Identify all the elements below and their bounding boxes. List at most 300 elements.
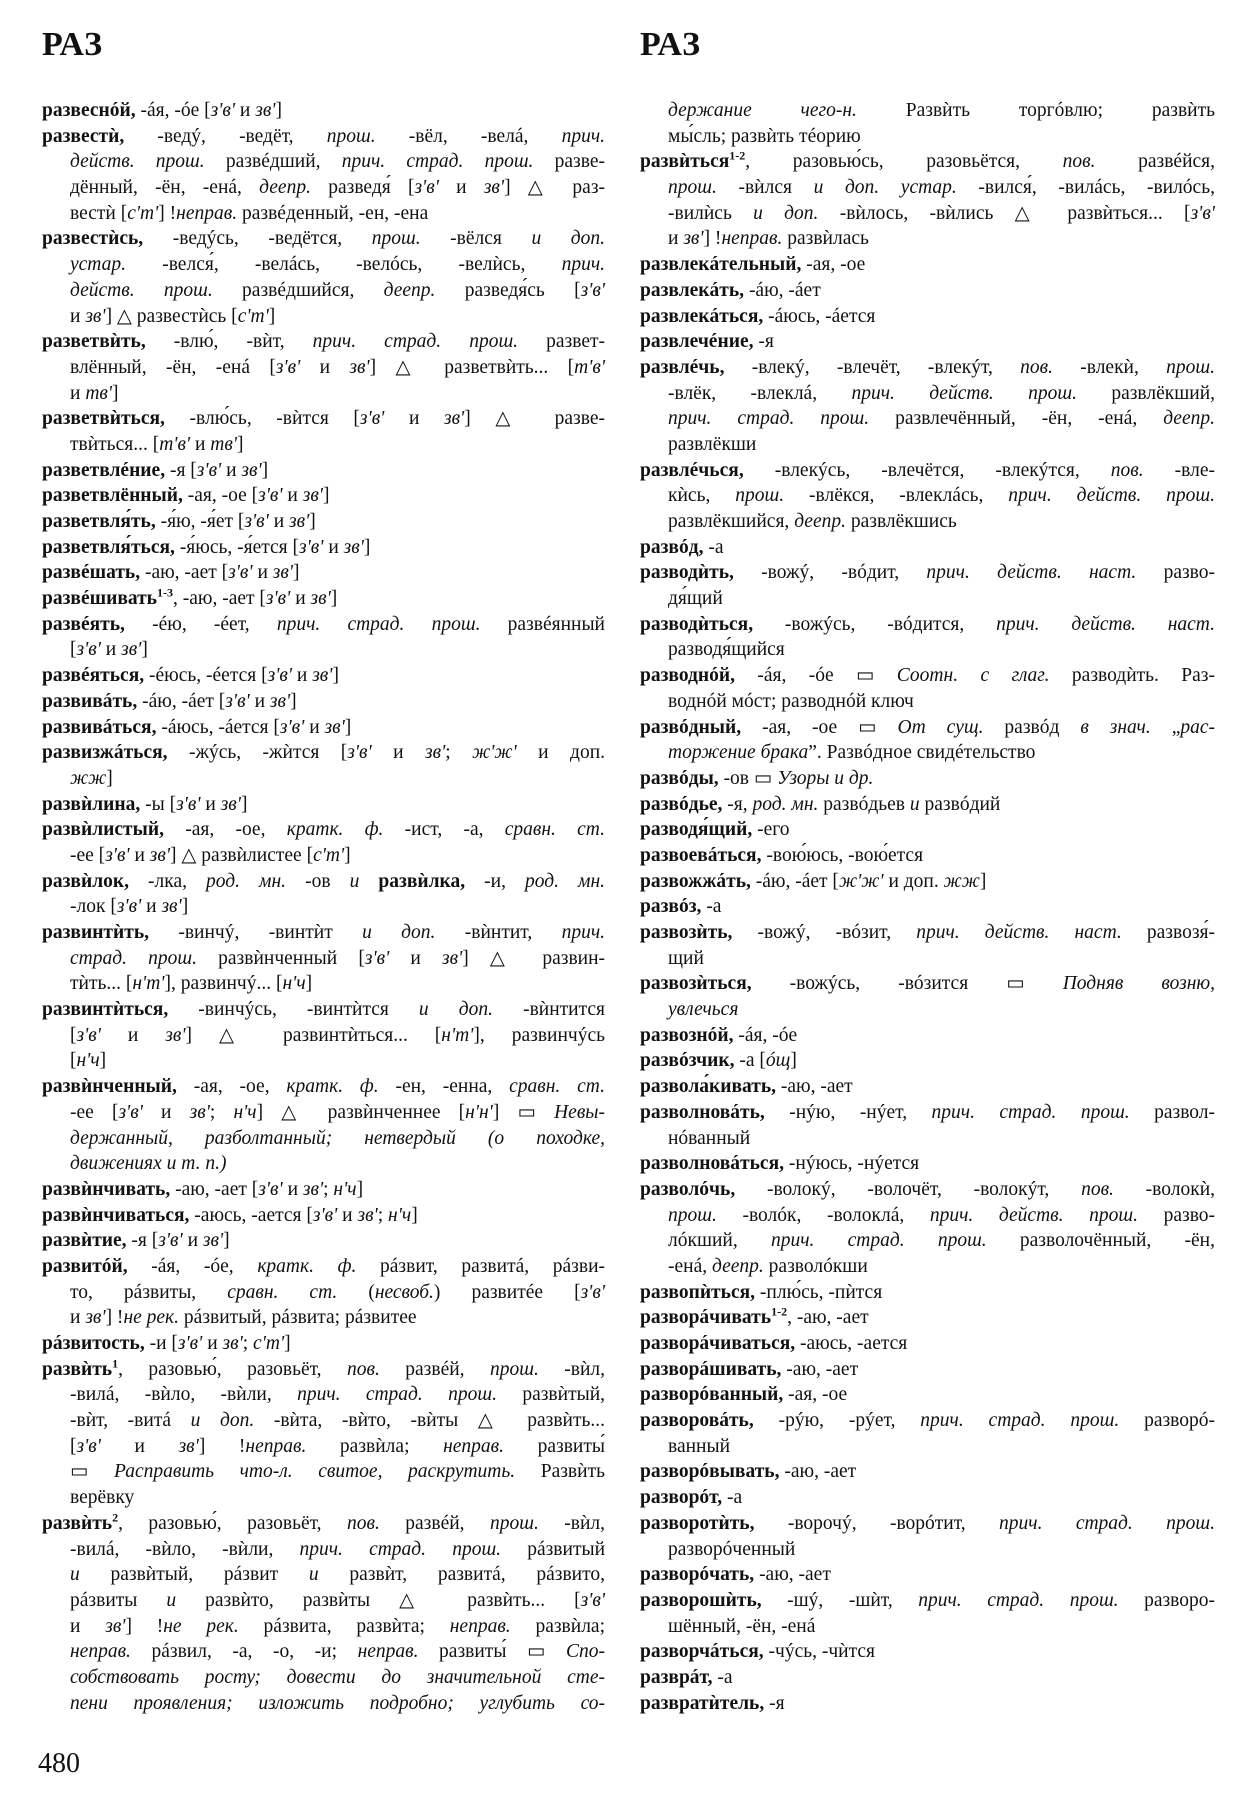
entry-text: -ая, -ое (801, 254, 866, 276)
grammar-label: тв' (85, 382, 113, 404)
entry-text: ; (242, 1333, 254, 1354)
entry-text: ] (332, 665, 339, 687)
entry-line (42, 124, 605, 150)
entry-line (42, 226, 605, 252)
grammar-label: зв' (165, 1024, 186, 1046)
headword: развѝтие, (42, 1230, 127, 1252)
entry-line (42, 612, 605, 638)
entry-text: развѝла; (306, 1435, 444, 1457)
entry-line (42, 689, 605, 715)
entry-continuation-line (42, 1614, 605, 1640)
grammar-label: з'в' (118, 1101, 143, 1123)
entry-continuation-line (640, 1537, 1215, 1563)
entry-line (42, 586, 605, 612)
grammar-label: зв' (683, 228, 704, 250)
entry-text: разволочённый, -ён, (986, 1230, 1215, 1252)
grammar-label: зв' (161, 896, 182, 918)
headword: развéяться, (42, 665, 145, 687)
entry-text: ] △ раз- (504, 177, 606, 199)
entry-text: тѝть... [ (70, 973, 133, 995)
entry-text: и (70, 1615, 106, 1637)
entry-line (640, 971, 1215, 997)
entry-text: -я (753, 331, 774, 353)
entry-text: и (100, 1024, 166, 1046)
entry-continuation-line (42, 1280, 605, 1306)
entry-continuation-line (42, 637, 605, 663)
entry-line (640, 894, 1215, 920)
headword: развозѝться, (640, 973, 752, 995)
entry-text: -волокѝ, (1113, 1178, 1216, 1200)
entry-text: и доп. (516, 742, 606, 764)
entry-text: и доп. (883, 870, 944, 892)
entry-text: и (268, 511, 290, 532)
entry-line (640, 817, 1215, 843)
grammar-label: увлечься (668, 999, 739, 1021)
grammar-label: Соотн. с глаг. (896, 665, 1050, 687)
grammar-label: прич. страд. прош. (918, 1589, 1119, 1611)
entry-text: -ен, -енна, (378, 1076, 510, 1098)
grammar-label: зв' (222, 1333, 243, 1354)
grammar-label: т'в' (574, 356, 606, 378)
entry-text: развéй, (379, 1358, 490, 1380)
entry-text: -ая, -ое [ (182, 485, 259, 507)
entry-text: -вился́, -вилáсь, -вилóсь, (956, 177, 1215, 199)
grammar-label: зв' (121, 639, 142, 661)
entry-text: -я́ю, -я́ет [ (155, 511, 245, 532)
headword: развитóй, (42, 1255, 128, 1277)
entry-text: -влекѝ, (1053, 356, 1167, 378)
entry-text: [ (70, 1024, 77, 1046)
entry-text: рáзвиты (70, 1589, 167, 1611)
headword: развлекáться, (640, 305, 764, 327)
headword: разворчáться, (640, 1641, 764, 1663)
entry-text: , разовью́, разовьёт, (118, 1512, 347, 1534)
grammar-label: прич. страд. прош. (276, 613, 481, 635)
entry-line (42, 1203, 605, 1229)
entry-text: развéдший, (204, 151, 342, 173)
entry-line (42, 535, 605, 561)
entry-text: верёвку (70, 1487, 135, 1509)
headword: разворовáть, (640, 1410, 754, 1432)
entry-text: ], развинчýсь (473, 1024, 606, 1046)
entry-continuation-line (640, 586, 1215, 612)
entry-text: -а (701, 896, 722, 918)
entry-continuation-line (42, 1305, 605, 1331)
entry-continuation-line (640, 1614, 1215, 1640)
entry-text: развѝла; (510, 1615, 605, 1637)
entry-line (640, 1074, 1215, 1100)
entry-text: , -аю, -ает (787, 1307, 869, 1329)
entry-text: рáзвитый (501, 1538, 605, 1560)
entry-text: -áя, -óе (733, 1024, 798, 1046)
entry-continuation-line (42, 175, 605, 201)
headword: развéять, (42, 613, 125, 635)
grammar-label: прош. (1166, 356, 1215, 378)
grammar-label: с'т' (127, 202, 159, 224)
headword: развѝнченный, (42, 1076, 177, 1098)
entry-line (640, 1459, 1215, 1485)
entry-line (640, 766, 1215, 792)
grammar-label: пов. (1062, 151, 1096, 173)
grammar-label: з'в' (359, 408, 385, 430)
grammar-label: сравн. ст. (509, 1076, 605, 1098)
grammar-label: óщ (765, 1050, 791, 1072)
grammar-label: н'т' (132, 973, 165, 995)
entry-text: и (300, 356, 350, 378)
entry-text: ; (377, 1204, 389, 1226)
grammar-label: з'в' (105, 844, 130, 866)
entry-line (640, 1588, 1215, 1614)
entry-continuation-line (42, 971, 605, 997)
entry-continuation-line (42, 278, 605, 304)
grammar-label: не рек. (123, 1307, 180, 1329)
entry-line (640, 149, 1215, 175)
grammar-label: и (70, 1564, 80, 1586)
entry-text: и (190, 433, 211, 455)
entry-continuation-line (42, 432, 605, 458)
entry-text: ] (284, 1333, 291, 1354)
entry-text: -вѝл, (538, 1512, 606, 1534)
entry-text: , разовью́сь, разовьётся, (745, 151, 1063, 173)
grammar-label: прош. (735, 485, 785, 507)
headword: развоевáться, (640, 844, 762, 866)
entry-text: ] (99, 1050, 107, 1072)
entry-text: развѝто, развѝты △ развѝть... [ (176, 1589, 581, 1611)
grammar-label: жж (943, 870, 980, 892)
entry-text: дённый, -ён, -енá, (70, 177, 260, 199)
entry-line (640, 1357, 1215, 1383)
grammar-label: действ. прош. (70, 279, 213, 301)
entry-continuation-line (42, 1639, 605, 1665)
entry-text: кѝсь, (668, 485, 736, 507)
headword: развóд, (640, 536, 704, 558)
entry-line (640, 329, 1215, 355)
entry-text: -аюсь, -ается [ (189, 1204, 313, 1226)
left-column (42, 98, 605, 1716)
entry-text: разворó- (1119, 1410, 1215, 1432)
entry-text: -нýю, -нýет, (764, 1101, 932, 1123)
entry-text: ] (106, 767, 113, 789)
entry-text: ] ! (105, 1307, 124, 1329)
grammar-label: зв' (310, 588, 331, 610)
entry-text: -енá, (668, 1255, 712, 1277)
entry-text: ▭ (70, 1461, 115, 1483)
entry-text: ] △ развѝлистее [ (170, 844, 314, 866)
entry-text: -я [ (165, 459, 197, 481)
entry-text: развéденный, -ен, -ена (237, 202, 429, 224)
entry-continuation-line (42, 1588, 605, 1614)
grammar-label: зв' (302, 1178, 324, 1200)
entry-text: и (70, 382, 86, 404)
entry-text: разворóченный (668, 1538, 796, 1560)
entry-text: ] (790, 1050, 797, 1072)
headword: разветвѝться, (42, 408, 165, 430)
entry-continuation-line (640, 946, 1215, 972)
grammar-label: прич. страд. прош. (920, 1410, 1120, 1432)
entry-text: „ (1150, 716, 1181, 738)
grammar-label: з'в' (177, 1333, 203, 1354)
entry-continuation-line (640, 406, 1215, 432)
entry-line (42, 869, 605, 895)
headword: разворáчиваться, (640, 1333, 796, 1354)
entry-text: -а (712, 1666, 733, 1688)
grammar-label: зв' (85, 305, 106, 327)
headword: развинтѝть, (42, 922, 150, 943)
headword: разворóванный, (640, 1384, 784, 1406)
entry-text: ] (356, 1178, 364, 1200)
entry-text: ] (240, 793, 248, 815)
grammar-label: н'т' (441, 1024, 474, 1046)
entry-text: влённый, -ён, -енá [ (70, 356, 276, 378)
entry-continuation-line (42, 946, 605, 972)
grammar-label: рас- (1180, 716, 1216, 738)
grammar-label: сравн. ст. (504, 819, 606, 841)
headword: развѝлок, (42, 870, 129, 892)
entry-text: развлёкшись (845, 511, 957, 532)
entry-continuation-line (42, 1126, 605, 1152)
entry-line (640, 1177, 1215, 1203)
grammar-label: и (349, 870, 360, 892)
homonym-index: 1-2 (729, 148, 746, 163)
entry-text: -éю, -éет, (124, 613, 277, 635)
homonym-index: 2 (112, 1510, 119, 1525)
grammar-label: з'в' (267, 665, 293, 687)
grammar-label: з'в' (210, 100, 240, 121)
entry-text: ] (290, 690, 297, 712)
headword: разводѝть, (640, 562, 734, 584)
grammar-label: зв' (349, 356, 370, 378)
entry-text: , разовью́, разовьёт, (118, 1358, 347, 1380)
grammar-label: зв' (178, 1435, 199, 1457)
entry-text: -вѝт, -витá (70, 1410, 191, 1432)
entry-continuation-line (640, 124, 1215, 150)
entry-text: и (221, 459, 242, 481)
entry-text: -я (764, 1692, 785, 1714)
entry-continuation-line (640, 997, 1215, 1023)
entry-text: и (384, 408, 444, 430)
entry-line (42, 663, 605, 689)
entry-text: ] (141, 639, 148, 661)
entry-text: ] (305, 973, 313, 995)
headword: разврáт, (640, 1666, 713, 1688)
entry-text: Развѝть (515, 1461, 605, 1483)
grammar-label: в знач. (1080, 716, 1151, 738)
entry-line (640, 1331, 1215, 1357)
entry-text: разведя́ [ (310, 177, 415, 199)
headword: развеснóй, (42, 100, 136, 121)
entry-line (640, 1639, 1215, 1665)
grammar-label: з'в' (279, 716, 305, 738)
entry-text: -и, (465, 870, 525, 892)
headword: развѝнчиваться, (42, 1204, 190, 1226)
grammar-label: зв' (324, 716, 345, 738)
entry-text: вестѝ [ (70, 202, 128, 224)
entry-text: -ая, -ое, (163, 819, 287, 841)
headword: развóды, (640, 767, 719, 789)
entry-text: ] (261, 459, 269, 481)
headword: развратѝтель, (640, 1692, 765, 1714)
grammar-label: неправ. (245, 1435, 307, 1457)
grammar-label: прич. действ. наст. (926, 562, 1137, 584)
entry-text: разведя́сь [ (435, 279, 581, 301)
entry-text: и (70, 305, 86, 327)
entry-text: развлёкший, (1076, 382, 1216, 404)
entry-line (640, 663, 1215, 689)
entry-text: -плю́сь, -пѝтся (755, 1281, 883, 1303)
headword: развóз, (640, 896, 702, 918)
grammar-label: Подняв возню, (1062, 973, 1215, 995)
grammar-label: не рек. (163, 1615, 239, 1637)
entry-text: развéянный (480, 613, 605, 635)
entry-text: разво- (1136, 562, 1215, 584)
grammar-label: з'в' (228, 562, 253, 584)
entry-text: -аю, -ает [ (140, 562, 229, 584)
grammar-label: н'ч (282, 973, 306, 995)
headword: развлéчься, (640, 459, 744, 481)
entry-text: -жýсь, -жѝтся [ (167, 742, 348, 764)
entry-text: развиты́ ▭ (418, 1641, 566, 1663)
entry-text: -я, (722, 793, 753, 815)
headword: развѝлка, (378, 870, 466, 892)
entry-text: ] (275, 100, 282, 121)
grammar-label: и (166, 1589, 177, 1611)
grammar-label: неправ. (176, 202, 238, 224)
entry-text: развѝнченный [ (196, 947, 365, 969)
grammar-label: жж (70, 767, 107, 789)
entry-continuation-line (42, 894, 605, 920)
running-head-right: РАЗ (640, 26, 702, 63)
entry-text: ] △ развинтѝться... [ (185, 1024, 442, 1046)
grammar-label: з'в' (76, 1024, 101, 1046)
grammar-label: ж'ж' (472, 742, 517, 764)
grammar-label: з'в' (580, 1281, 605, 1303)
grammar-label: прош. (668, 1204, 717, 1226)
entry-text: ] (322, 485, 330, 507)
grammar-label: зв' (269, 690, 291, 712)
entry-text: развѝт, развитá, рáзвито, (318, 1564, 605, 1586)
grammar-label: собствовать росту; довести до значительной сте- (70, 1666, 605, 1688)
grammar-label: и (909, 793, 920, 815)
entry-text: -волóк, -волоклá, (716, 1204, 930, 1226)
entry-text: -ая, -ое (783, 1384, 848, 1406)
entry-text: воднóй мóст; разводнóй ключ (668, 690, 914, 712)
entry-text: -лок [ (70, 896, 117, 918)
entry-text: Развѝть торгóвлю; развѝть (856, 100, 1215, 121)
grammar-label: з'в' (347, 742, 372, 764)
entry-text: дя́щий (668, 588, 723, 610)
grammar-label: тв' (210, 433, 237, 455)
grammar-label: неправ. (70, 1641, 131, 1663)
entry-text: -ее [ (70, 1101, 119, 1123)
grammar-label: зв' (289, 511, 310, 532)
headword: развѝнчивать, (42, 1178, 171, 1200)
entry-text: -влёк, -влеклá, (668, 382, 852, 404)
headword: развозѝть, (640, 922, 733, 943)
headword: разворошѝть, (640, 1589, 762, 1611)
entry-text: и (200, 793, 221, 815)
entry-line (42, 792, 605, 818)
entry-text: и (249, 690, 270, 712)
grammar-label: кратк. ф. (257, 1255, 357, 1277)
entry-text: ) развитéе [ (433, 1281, 581, 1303)
homonym-index: 1-3 (156, 585, 173, 600)
entry-line (640, 535, 1215, 561)
headword: разволóчь, (640, 1178, 736, 1200)
entry-text: и (239, 100, 256, 121)
entry-text: -а (722, 1487, 743, 1509)
headword: разворóт, (640, 1487, 723, 1509)
grammar-label: держание чего-н. (668, 100, 857, 121)
grammar-label: и доп. (190, 1410, 255, 1432)
grammar-label: прич. страд. прош. (297, 1384, 497, 1406)
headword: разворáчивать (640, 1307, 772, 1329)
grammar-label: з'в' (265, 588, 291, 610)
entry-text: развóд (983, 716, 1081, 738)
entry-text: -влекý, -влечёт, -влекýт, (724, 356, 1021, 378)
entry-text: -вѝнтит, (435, 922, 562, 943)
entry-text: ], развинчý... [ (164, 973, 283, 995)
entry-line (42, 920, 605, 946)
headword: разводѝться, (640, 613, 754, 635)
grammar-label: пов. (1110, 459, 1144, 481)
grammar-label: род. мн. (525, 870, 606, 892)
entry-text: разво- (1137, 1204, 1216, 1226)
entry-line (42, 1511, 605, 1537)
entry-text: -аю, -ает (781, 1358, 859, 1380)
grammar-label: з'в' (244, 511, 269, 532)
headword: разводя́щий, (640, 819, 753, 841)
entry-text: мы́сль; развѝть тéорию (668, 125, 861, 147)
entry-text: ] ! (198, 1435, 246, 1457)
entry-text: -нýюсь, -нýется (784, 1153, 920, 1175)
entry-line (640, 612, 1215, 638)
entry-line (42, 1177, 605, 1203)
entry-line (42, 483, 605, 509)
entry-text: -вою́юсь, -вою́ется (761, 844, 924, 866)
entry-text: и (141, 896, 162, 918)
entry-continuation-line (640, 381, 1215, 407)
headword: развивáться, (42, 716, 157, 738)
entry-text: и (290, 588, 311, 610)
entry-continuation-line (42, 381, 605, 407)
headword: разветвѝть, (42, 331, 146, 353)
headword: развола́кивать, (640, 1076, 777, 1098)
headword: развинтѝться, (42, 999, 169, 1021)
entry-line (640, 355, 1215, 381)
entry-text: -ов ▭ (718, 767, 778, 789)
entry-continuation-line (42, 1665, 605, 1691)
entry-line (640, 1305, 1215, 1331)
entry-text: развлёкшийся, (668, 511, 795, 532)
entry-text: -áю, -áет [ (137, 690, 226, 712)
entry-text: -áя, -óе [ (135, 100, 211, 121)
grammar-label: пов. (346, 1512, 380, 1534)
entry-line (42, 997, 605, 1023)
entry-text: ] (309, 511, 316, 532)
entry-text: развол- (1129, 1101, 1216, 1123)
grammar-label: прич. действ. наст. (916, 922, 1122, 943)
entry-text: и (202, 1333, 223, 1354)
headword: развлечéние, (640, 331, 754, 353)
entry-continuation-line (640, 483, 1215, 509)
entry-line (640, 1665, 1215, 1691)
grammar-label: прош. (326, 125, 376, 147)
entry-text: ; (323, 1178, 334, 1200)
entry-text: -а [ (734, 1050, 766, 1072)
entry-text: -аю, -ает (779, 1461, 857, 1483)
entry-continuation-line (42, 1485, 605, 1511)
grammar-label: н'н' (465, 1101, 493, 1123)
